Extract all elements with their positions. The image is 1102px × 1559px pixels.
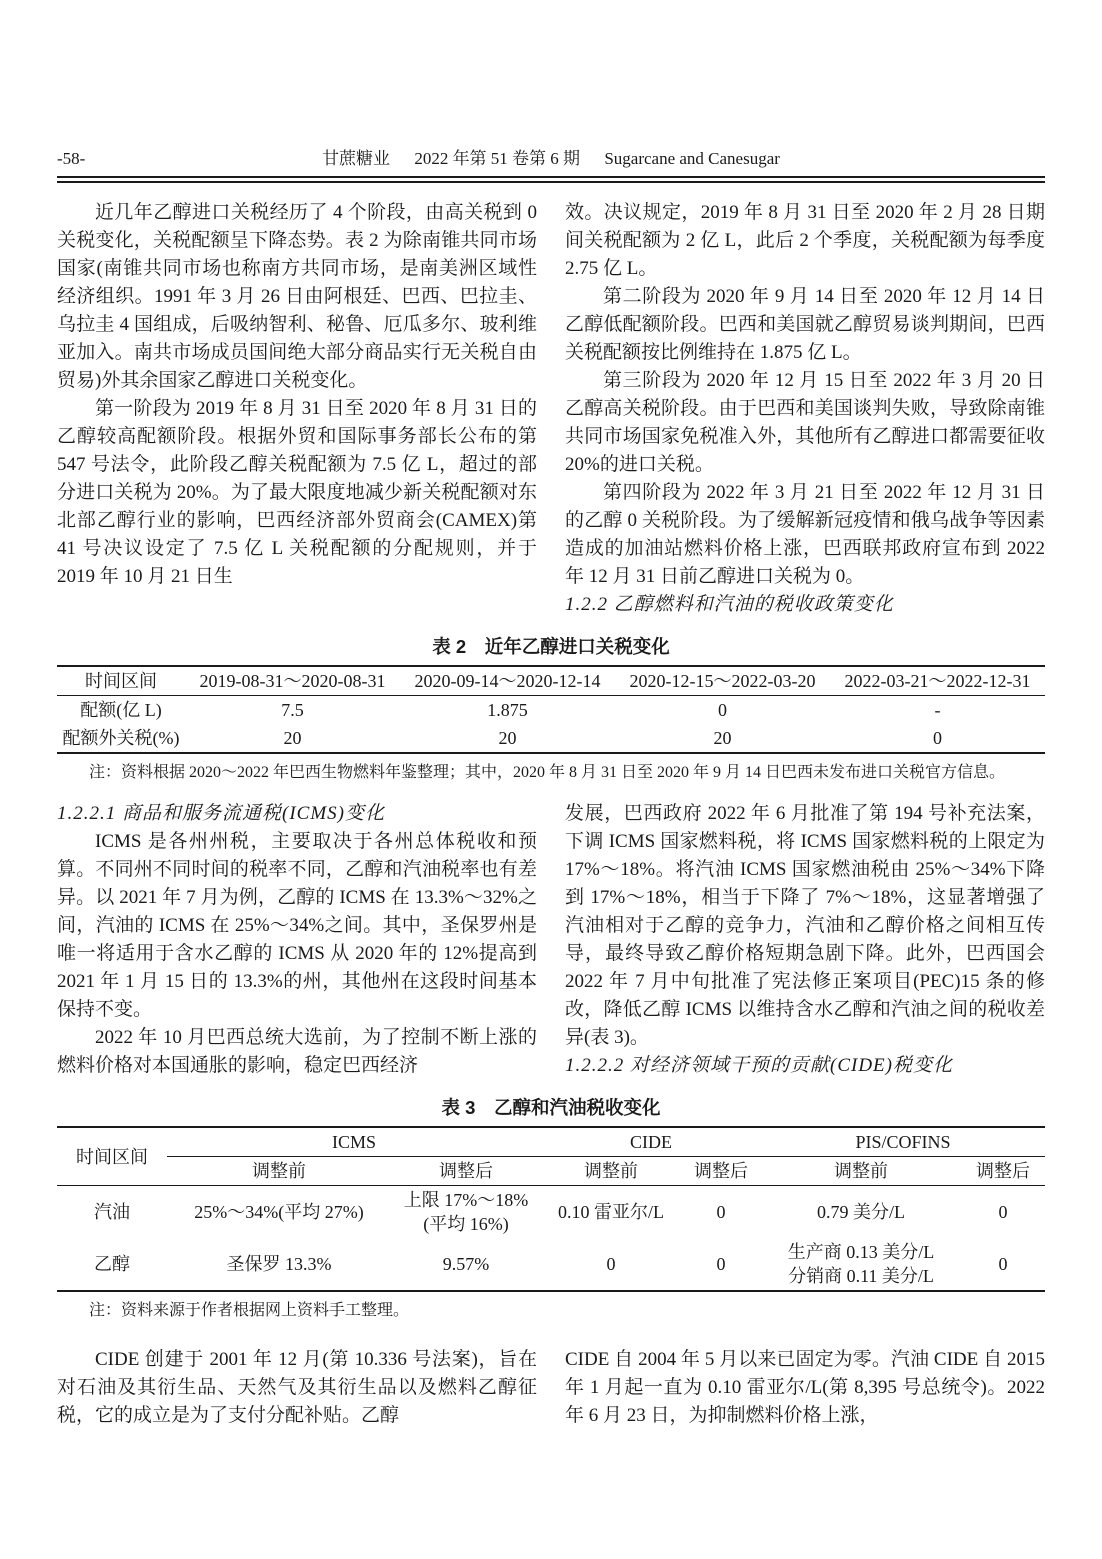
page-number: -58- [57,149,86,168]
left-column-2 [57,800,537,1080]
table-2-header-cell: 2019-08-31～2020-08-31 [199,671,386,691]
body-columns-1 [57,199,1045,619]
cell: 0 [998,1202,1008,1222]
section-heading-1-2-2: 1.2.2 乙醇燃料和汽油的税收政策变化 [565,594,894,615]
left-column-3 [57,1346,537,1430]
cell: 0 [606,1254,616,1274]
body-columns-3 [57,1346,1045,1430]
sub-header-cell: 调整后 [961,1157,1045,1186]
cell: 1.875 [487,700,528,720]
cell: 0.79 美分/L [817,1202,906,1222]
cell: 0 [716,1254,726,1274]
table-2-header-cell: 2020-12-15～2022-03-20 [629,671,816,691]
journal-title-en: Sugarcane and Canesugar [604,149,780,168]
table-2-header-row [57,666,1045,696]
section-heading-1-2-2-2: 1.2.2.2 对经济领域干预的贡献(CIDE)税变化 [565,1055,953,1076]
body-columns-2 [57,800,1045,1080]
sub-header-cell: 调整前 [761,1157,961,1186]
cell: 20 [713,728,732,748]
table-2-header-cell: 2020-09-14～2020-12-14 [414,671,601,691]
right-column-1 [565,199,1045,619]
header-divider [57,176,1045,183]
section-heading-1-2-2-1: 1.2.2.1 商品和服务流通税(ICMS)变化 [57,803,385,824]
row-label: 配额外关税(%) [62,728,180,748]
table-2 [57,665,1045,754]
table-row [57,724,1045,753]
paragraph: 第四阶段为 2022 年 3 月 21 日至 2022 年 12 月 31 日的乙醇 0 关税阶段。为了缓解新冠疫情和俄乌战争等因素造成的加油站燃料价格上涨，巴西联邦政府宣布到 2022 年 12 月 31 日前乙醇进口关税为 0。 [565,482,1045,587]
table-3-group-header-row [57,1127,1045,1157]
row-label: 配额(亿 L) [80,700,162,720]
cell-line: 生产商 0.13 美分/L [787,1242,935,1262]
table-row [57,696,1045,725]
sub-header-cell: 调整前 [541,1157,681,1186]
paragraph: CIDE 创建于 2001 年 12 月(第 10.336 号法案)，旨在对石油及其衍生品、天然气及其衍生品以及燃料乙醇征税，它的成立是为了支付分配补贴。乙醇 [57,1349,537,1426]
cell: 圣保罗 13.3% [226,1254,332,1274]
sub-header-cell: 调整后 [681,1157,761,1186]
left-column-1 [57,199,537,619]
cell: 25%～34%(平均 27%) [194,1202,364,1222]
journal-title-cn: 甘蔗糖业 [322,149,391,168]
right-column-2 [565,800,1045,1080]
cell: 0 [933,728,942,748]
cell: 9.57% [442,1254,490,1274]
page-header [57,146,1045,172]
paragraph: CIDE 自 2004 年 5 月以来已固定为零。汽油 CIDE 自 2015 年 1 月起一直为 0.10 雷亚尔/L(第 8,395 号总统令)。2022 年 6 月 23 日，为抑制燃料价格上涨， [565,1349,1045,1426]
table-3-caption: 表 3 乙醇和汽油税收变化 [441,1097,661,1118]
journal-issue: 2022 年第 51 卷第 6 期 [414,149,581,168]
corner-cell: 时间区间 [57,1127,167,1186]
table-2-header-cell: 时间区间 [85,671,157,691]
table-3-sub-header-row [57,1157,1045,1186]
table-2-caption: 表 2 近年乙醇进口关税变化 [432,636,670,657]
group-header-cide: CIDE [541,1127,761,1157]
sub-header-cell: 调整后 [391,1157,541,1186]
paragraph: 发展，巴西政府 2022 年 6 月批准了第 194 号补充法案，下调 ICMS 国家燃料税，将 ICMS 国家燃料税的上限定为 17%～18%。将汽油 ICMS 国家燃油税由 25%～34%下降到 17%～18%，相当于下降了 7%～18%，这显著增强了汽油相对于乙醇的竞争力，汽油和乙醇价格之间相互传导，最终导致乙醇价格短期急剧下降。此外，巴西国会 2022 年 7 月中旬批准了宪法修正案项目(PEC)15 条的修改，降低乙醇 ICMS 以维持含水乙醇和汽油之间的税收差异(表 3)。 [565,803,1045,1048]
group-header-pis-cofins: PIS/COFINS [761,1127,1045,1157]
paragraph: 效。决议规定，2019 年 8 月 31 日至 2020 年 2 月 28 日期间关税配额为 2 亿 L，此后 2 个季度，关税配额为每季度 2.75 亿 L。 [565,202,1045,279]
cell: - [934,700,941,720]
paragraph: 第三阶段为 2020 年 12 月 15 日至 2022 年 3 月 20 日乙醇高关税阶段。由于巴西和美国谈判失败，导致除南锥共同市场国家免税准入外，其他所有乙醇进口都需要征收 20%的进口关税。 [565,370,1045,475]
cell-line: 上限 17%～18% [403,1190,529,1210]
cell: 7.5 [281,700,304,720]
paragraph: 近几年乙醇进口关税经历了 4 个阶段，由高关税到 0 关税变化，关税配额呈下降态势。表 2 为除南锥共同市场国家(南锥共同市场也称南方共同市场，是南美洲区域性经济组织。1991 年 3 月 26 日由阿根廷、巴西、巴拉圭、乌拉圭 4 国组成，后吸纳智利、秘鲁、厄瓜多尔、玻利维亚加入。南共市场成员国间绝大部分商品实行无关税自由贸易)外其余国家乙醇进口关税变化。 [57,202,537,391]
paragraph: 第一阶段为 2019 年 8 月 31 日至 2020 年 8 月 31 日的乙醇较高配额阶段。根据外贸和国际事务部长公布的第 547 号法令，此阶段乙醇关税配额为 7.5 亿 L，超过的部分进口关税为 20%。为了最大限度地减少新关税配额对东北部乙醇行业的影响，巴西经济部外贸商会(CAMEX)第 41 号决议设定了 7.5 亿 L 关税配额的分配规则，并于 2019 年 10 月 21 日生 [57,398,537,587]
cell-line: 分销商 0.11 美分/L [788,1266,934,1286]
table-3-note: 注：资料来源于作者根据网上资料手工整理。 [89,1302,410,1319]
cell: 0 [716,1202,726,1222]
paragraph: 第二阶段为 2020 年 9 月 14 日至 2020 年 12 月 14 日乙醇低配额阶段。巴西和美国就乙醇贸易谈判期间，巴西关税配额按比例维持在 1.875 亿 L。 [565,286,1045,363]
journal-line [312,149,790,168]
table-row-gasoline [57,1186,1045,1239]
group-header-icms: ICMS [167,1127,541,1157]
cell: 0 [718,700,727,720]
paragraph: 2022 年 10 月巴西总统大选前，为了控制不断上涨的燃料价格对本国通胀的影响，稳定巴西经济 [57,1027,537,1076]
cell: 20 [283,728,302,748]
sub-header-cell: 调整前 [167,1157,391,1186]
cell [761,1238,961,1291]
cell: 20 [498,728,517,748]
table-row-ethanol [57,1238,1045,1291]
cell: 0.10 雷亚尔/L [558,1202,665,1222]
row-label: 乙醇 [94,1254,130,1274]
right-column-3 [565,1346,1045,1430]
row-label: 汽油 [94,1202,130,1222]
paragraph: ICMS 是各州州税，主要取决于各州总体税收和预算。不同州不同时间的税率不同，乙醇和汽油税率也有差异。以 2021 年 7 月为例，乙醇的 ICMS 在 13.3%～32%之间，汽油的 ICMS 在 25%～34%之间。其中，圣保罗州是唯一将适用于含水乙醇的 ICMS 从 2020 年的 12%提高到 2021 年 1 月 15 日的 13.3%的州，其他州在这段时间基本保持不变。 [57,831,537,1020]
cell [391,1186,541,1239]
table-2-header-cell: 2022-03-21～2022-12-31 [844,671,1031,691]
table-2-note: 注：资料根据 2020～2022 年巴西生物燃料年鉴整理；其中，2020 年 8 月 31 日至 2020 年 9 月 14 日巴西未发布进口关税官方信息。 [89,764,1006,781]
table-3 [57,1126,1045,1292]
cell-line: (平均 16%) [423,1214,509,1234]
cell: 0 [998,1254,1008,1274]
